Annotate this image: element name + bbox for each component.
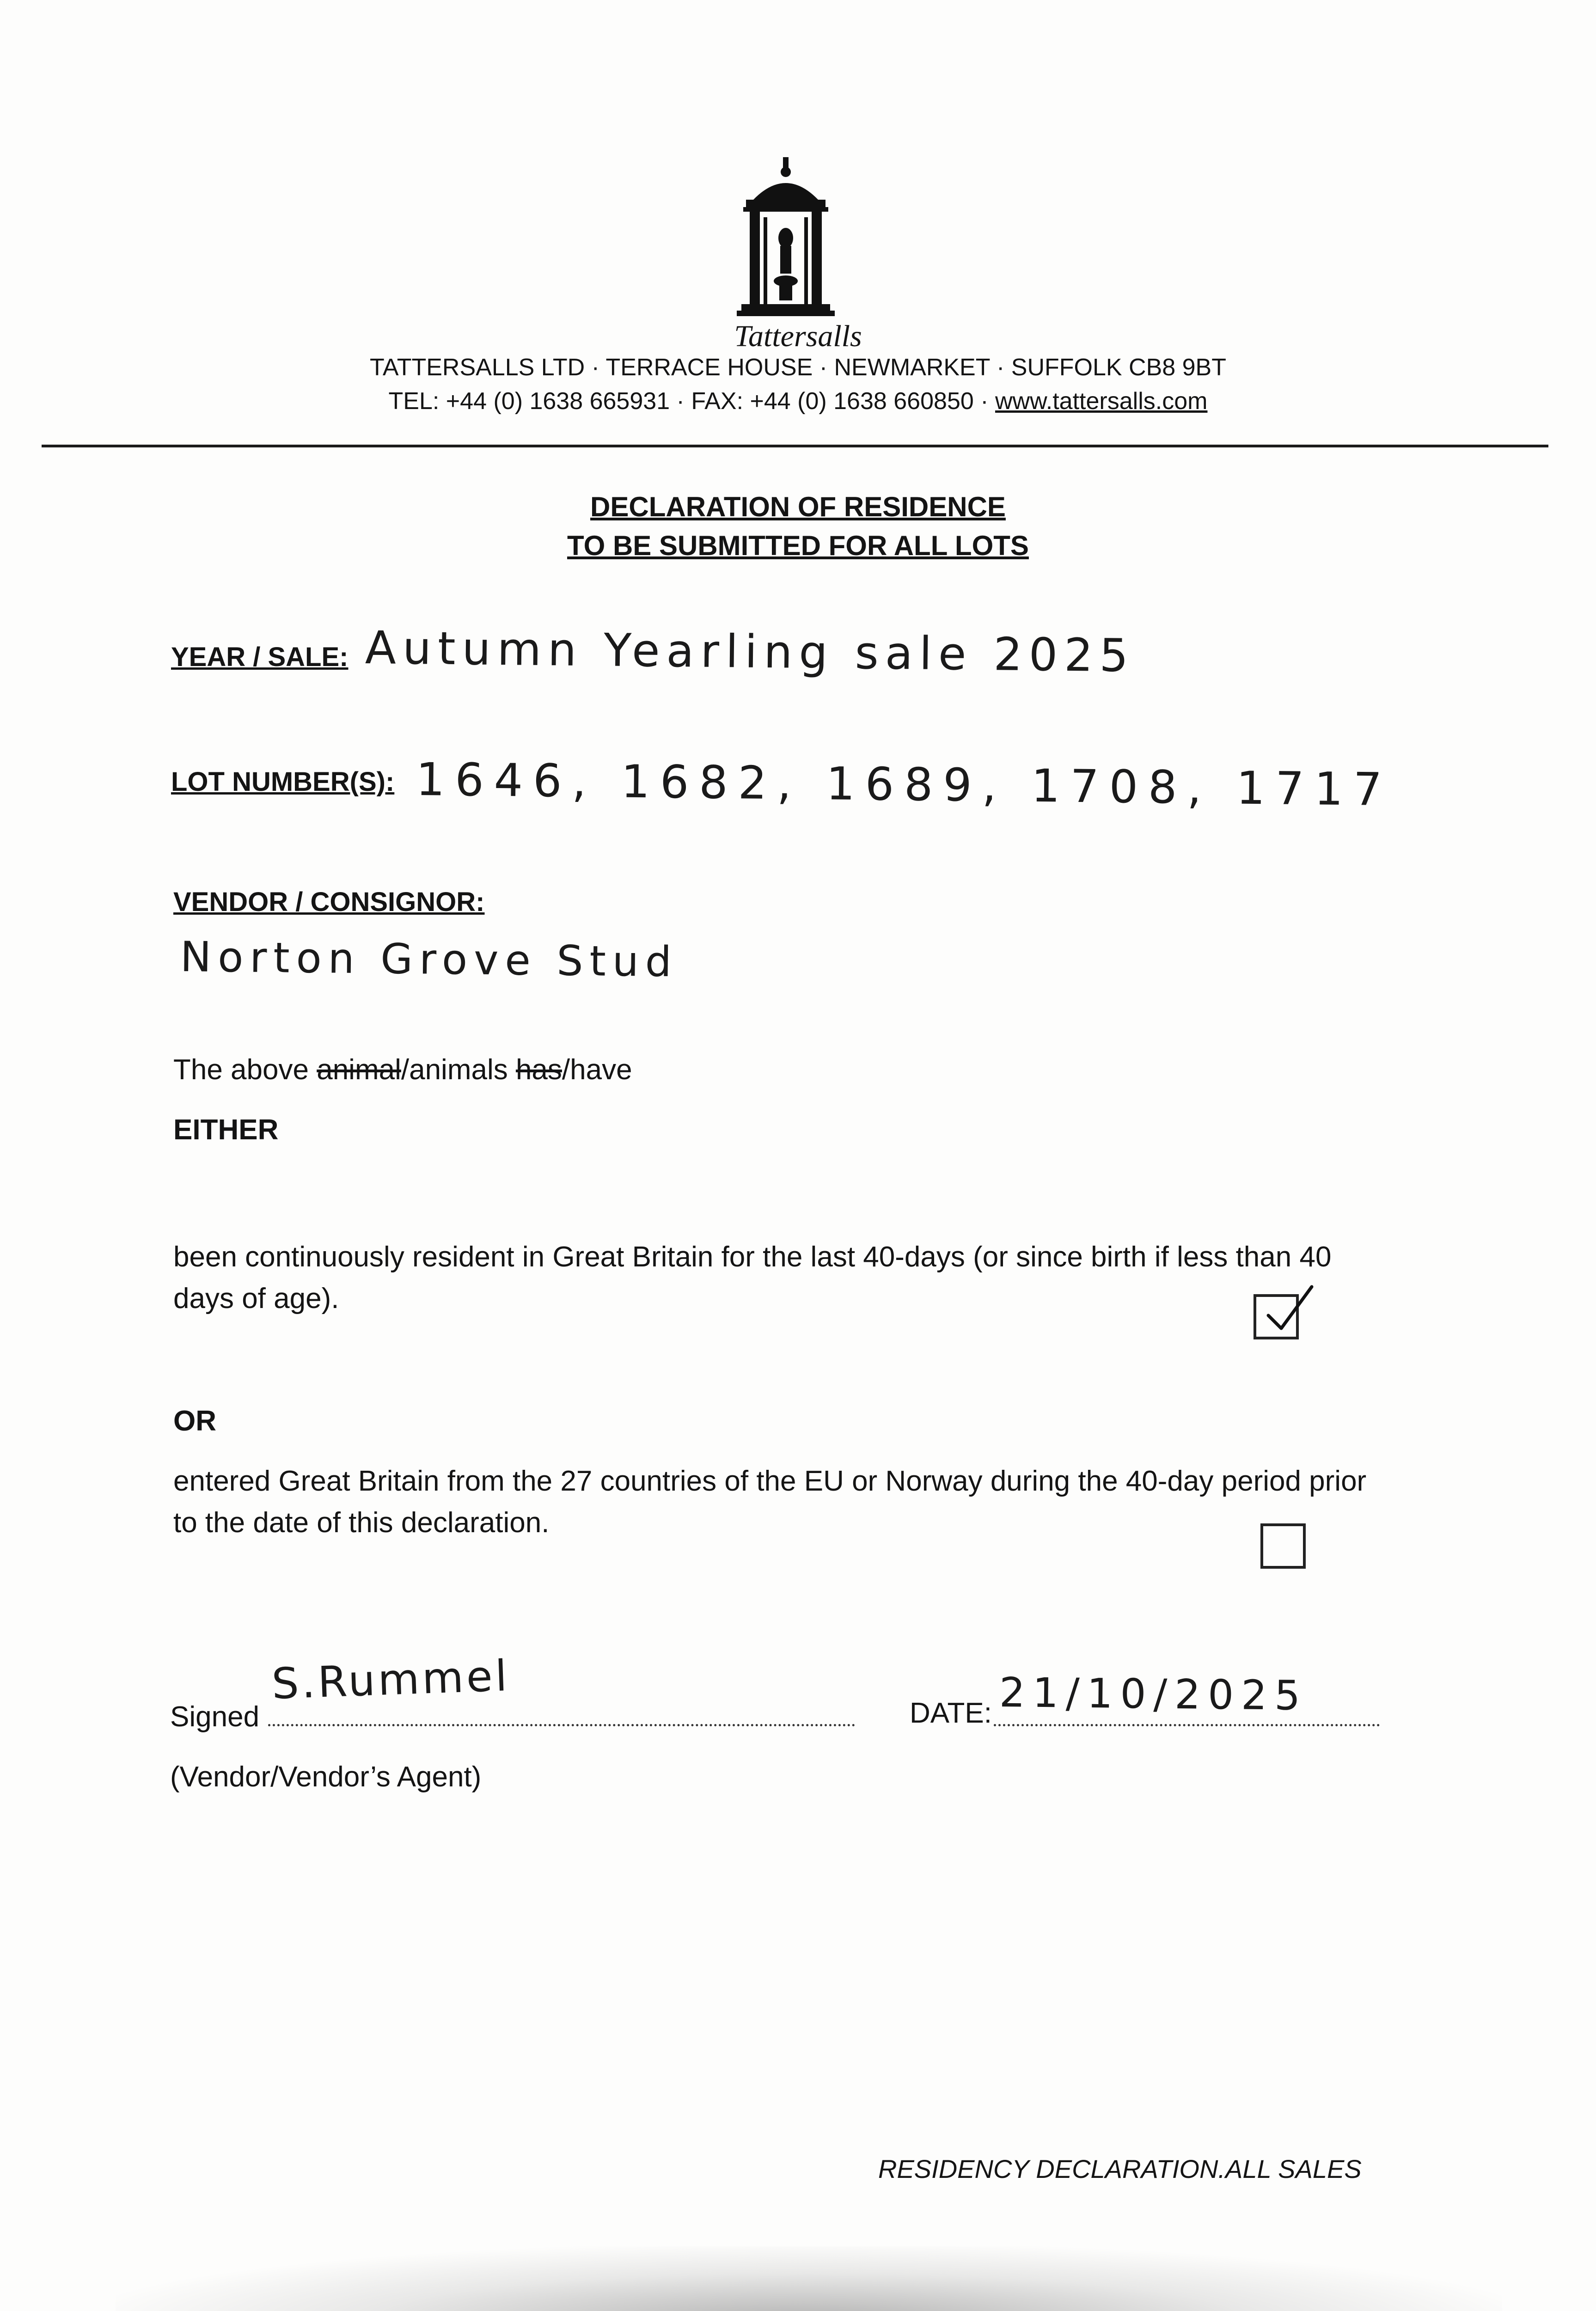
or-label: OR	[173, 1405, 216, 1437]
form-title	[0, 488, 1596, 565]
signer-role: (Vendor/Vendor’s Agent)	[170, 1761, 482, 1793]
date-line[interactable]	[994, 1669, 1380, 1726]
date-label: DATE:	[910, 1697, 992, 1729]
scan-shadow	[116, 2246, 1502, 2311]
either-label: EITHER	[173, 1114, 279, 1146]
website-link[interactable]: www.tattersalls.com	[995, 388, 1208, 415]
form-footer-name: RESIDENCY DECLARATION.ALL SALES	[878, 2154, 1362, 2183]
struck-animal: animal	[317, 1054, 401, 1086]
lot-numbers-label: LOT NUMBER(S):	[171, 767, 395, 797]
statement-suffix: /have	[562, 1054, 632, 1086]
signature-value: S.Rummel	[271, 1651, 511, 1709]
option2-checkbox[interactable]	[1260, 1523, 1306, 1569]
brand-name: Tattersalls	[734, 319, 862, 353]
option1-checkbox[interactable]	[1254, 1294, 1299, 1339]
year-sale-label: YEAR / SALE:	[171, 642, 349, 672]
date-value: 21/10/2025	[999, 1669, 1308, 1719]
year-sale-value[interactable]: Autumn Yearling sale 2025	[365, 622, 1135, 683]
form-title-line2: TO BE SUBMITTED FOR ALL LOTS	[567, 530, 1029, 561]
statement-prefix: The above	[173, 1054, 317, 1086]
statement-mid: /animals	[401, 1054, 516, 1086]
struck-has: has	[515, 1054, 562, 1086]
option2-text: entered Great Britain from the 27 countries of the EU or Norway during the 40-day period prior to the date of this declaration.	[173, 1465, 1367, 1539]
statement-line	[173, 1049, 632, 1091]
lot-numbers-value[interactable]: 1646, 1682, 1689, 1708, 1717	[416, 753, 1393, 817]
header-divider	[42, 445, 1548, 447]
company-contact	[0, 387, 1596, 415]
checkmark-icon	[1260, 1283, 1315, 1343]
vendor-value[interactable]: Norton Grove Stud	[180, 933, 679, 987]
signature-line[interactable]	[268, 1651, 855, 1726]
contact-phone-fax: TEL: +44 (0) 1638 665931 · FAX: +44 (0) 1638 660850 ·	[388, 388, 995, 415]
vendor-label: VENDOR / CONSIGNOR:	[173, 887, 485, 917]
option1-text: been continuously resident in Great Britain for the last 40-days (or since birth if less than 40 days of age).	[173, 1241, 1332, 1314]
form-title-line1: DECLARATION OF RESIDENCE	[590, 491, 1006, 522]
company-address: TATTERSALLS LTD · TERRACE HOUSE · NEWMARKET · SUFFOLK CB8 9BT	[369, 354, 1227, 381]
signed-label: Signed	[170, 1701, 260, 1733]
